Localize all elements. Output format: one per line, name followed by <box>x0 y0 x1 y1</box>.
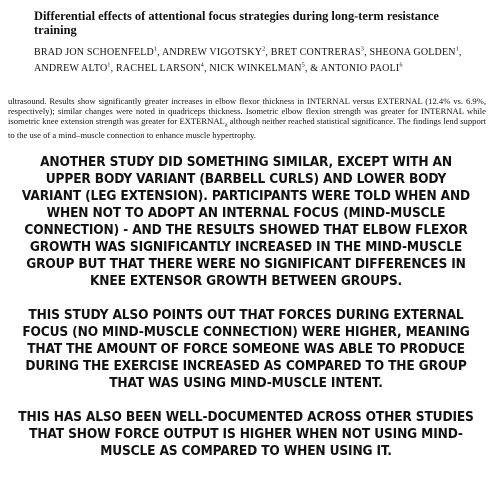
commentary-text <box>0 154 492 460</box>
author: ANDREW VIGOTSKY$^2$, <box>162 47 271 59</box>
author: BRET CONTRERAS$^3$, <box>270 47 370 59</box>
author: SHEONA GOLDEN$^1$, <box>369 47 462 59</box>
abstract-excerpt: ultrasound. Results show significantly greater increases in elbow flexor thickness in INTERNAL versus EXTERNAL (12.4% vs. 6.9%, respectively); similar changes were noted in quadriceps thickness. Isometric elbow flexion strength was greater for INTERNAL while isometric knee extension strength was greater for $EXTERNAL_a$ although neither reached statistical significance. The findings lend support to the use of a mind–muscle connection to enhance muscle hypertrophy. <box>8 96 486 141</box>
commentary-paragraph: THIS STUDY ALSO POINTS OUT THAT FORCES DURING EXTERNAL FOCUS (NO MIND-MUSCLE CONNECTION) WERE HIGHER, MEANING THAT THE AMOUNT OF FORCE SOMEONE WAS ABLE TO PRODUCE DURING THE EXERCISE INCREASED AS COMPARED TO THE GROUP THAT WAS USING MIND-MUSCLE INTENT. <box>22 308 470 391</box>
author: NICK WINKELMAN$^5$, & <box>209 62 321 75</box>
author-list <box>34 44 479 76</box>
author: RACHEL LARSON$^4$, <box>116 62 210 75</box>
paper-title: Differential effects of attentional focus strategies during long-term resistance training <box>34 9 439 37</box>
author: BRAD JON SCHOENFELD$^1$, <box>34 47 162 59</box>
author: ANDREW ALTO$^1$, <box>34 62 117 75</box>
author: ANTONIO PAOLI$^6$ <box>320 62 403 75</box>
commentary-paragraph: THIS HAS ALSO BEEN WELL-DOCUMENTED ACROSS OTHER STUDIES THAT SHOW FORCE OUTPUT IS HIGHER WHEN NOT USING MIND-MUSCLE AS COMPARED TO WHEN USING IT. <box>18 410 474 459</box>
commentary-paragraph: ANOTHER STUDY DID SOMETHING SIMILAR, EXCEPT WITH AN UPPER BODY VARIANT (BARBELL CURLS) AND LOWER BODY VARIANT (LEG EXTENSION). PARTICIPANTS WERE TOLD WHEN AND WHEN NOT TO ADOPT AN INTERNAL FOCUS (MIND-MUSCLE CONNECTION) - AND THE RESULTS SHOWED THAT ELBOW FLEXOR GROWTH WAS SIGNIFICANTLY INCREASED IN THE MIND-MUSCLE GROUP BUT THAT THERE WERE NO SIGNIFICANT DIFFERENCES IN KNEE EXTENSOR GROWTH BETWEEN GROUPS. <box>21 155 471 289</box>
